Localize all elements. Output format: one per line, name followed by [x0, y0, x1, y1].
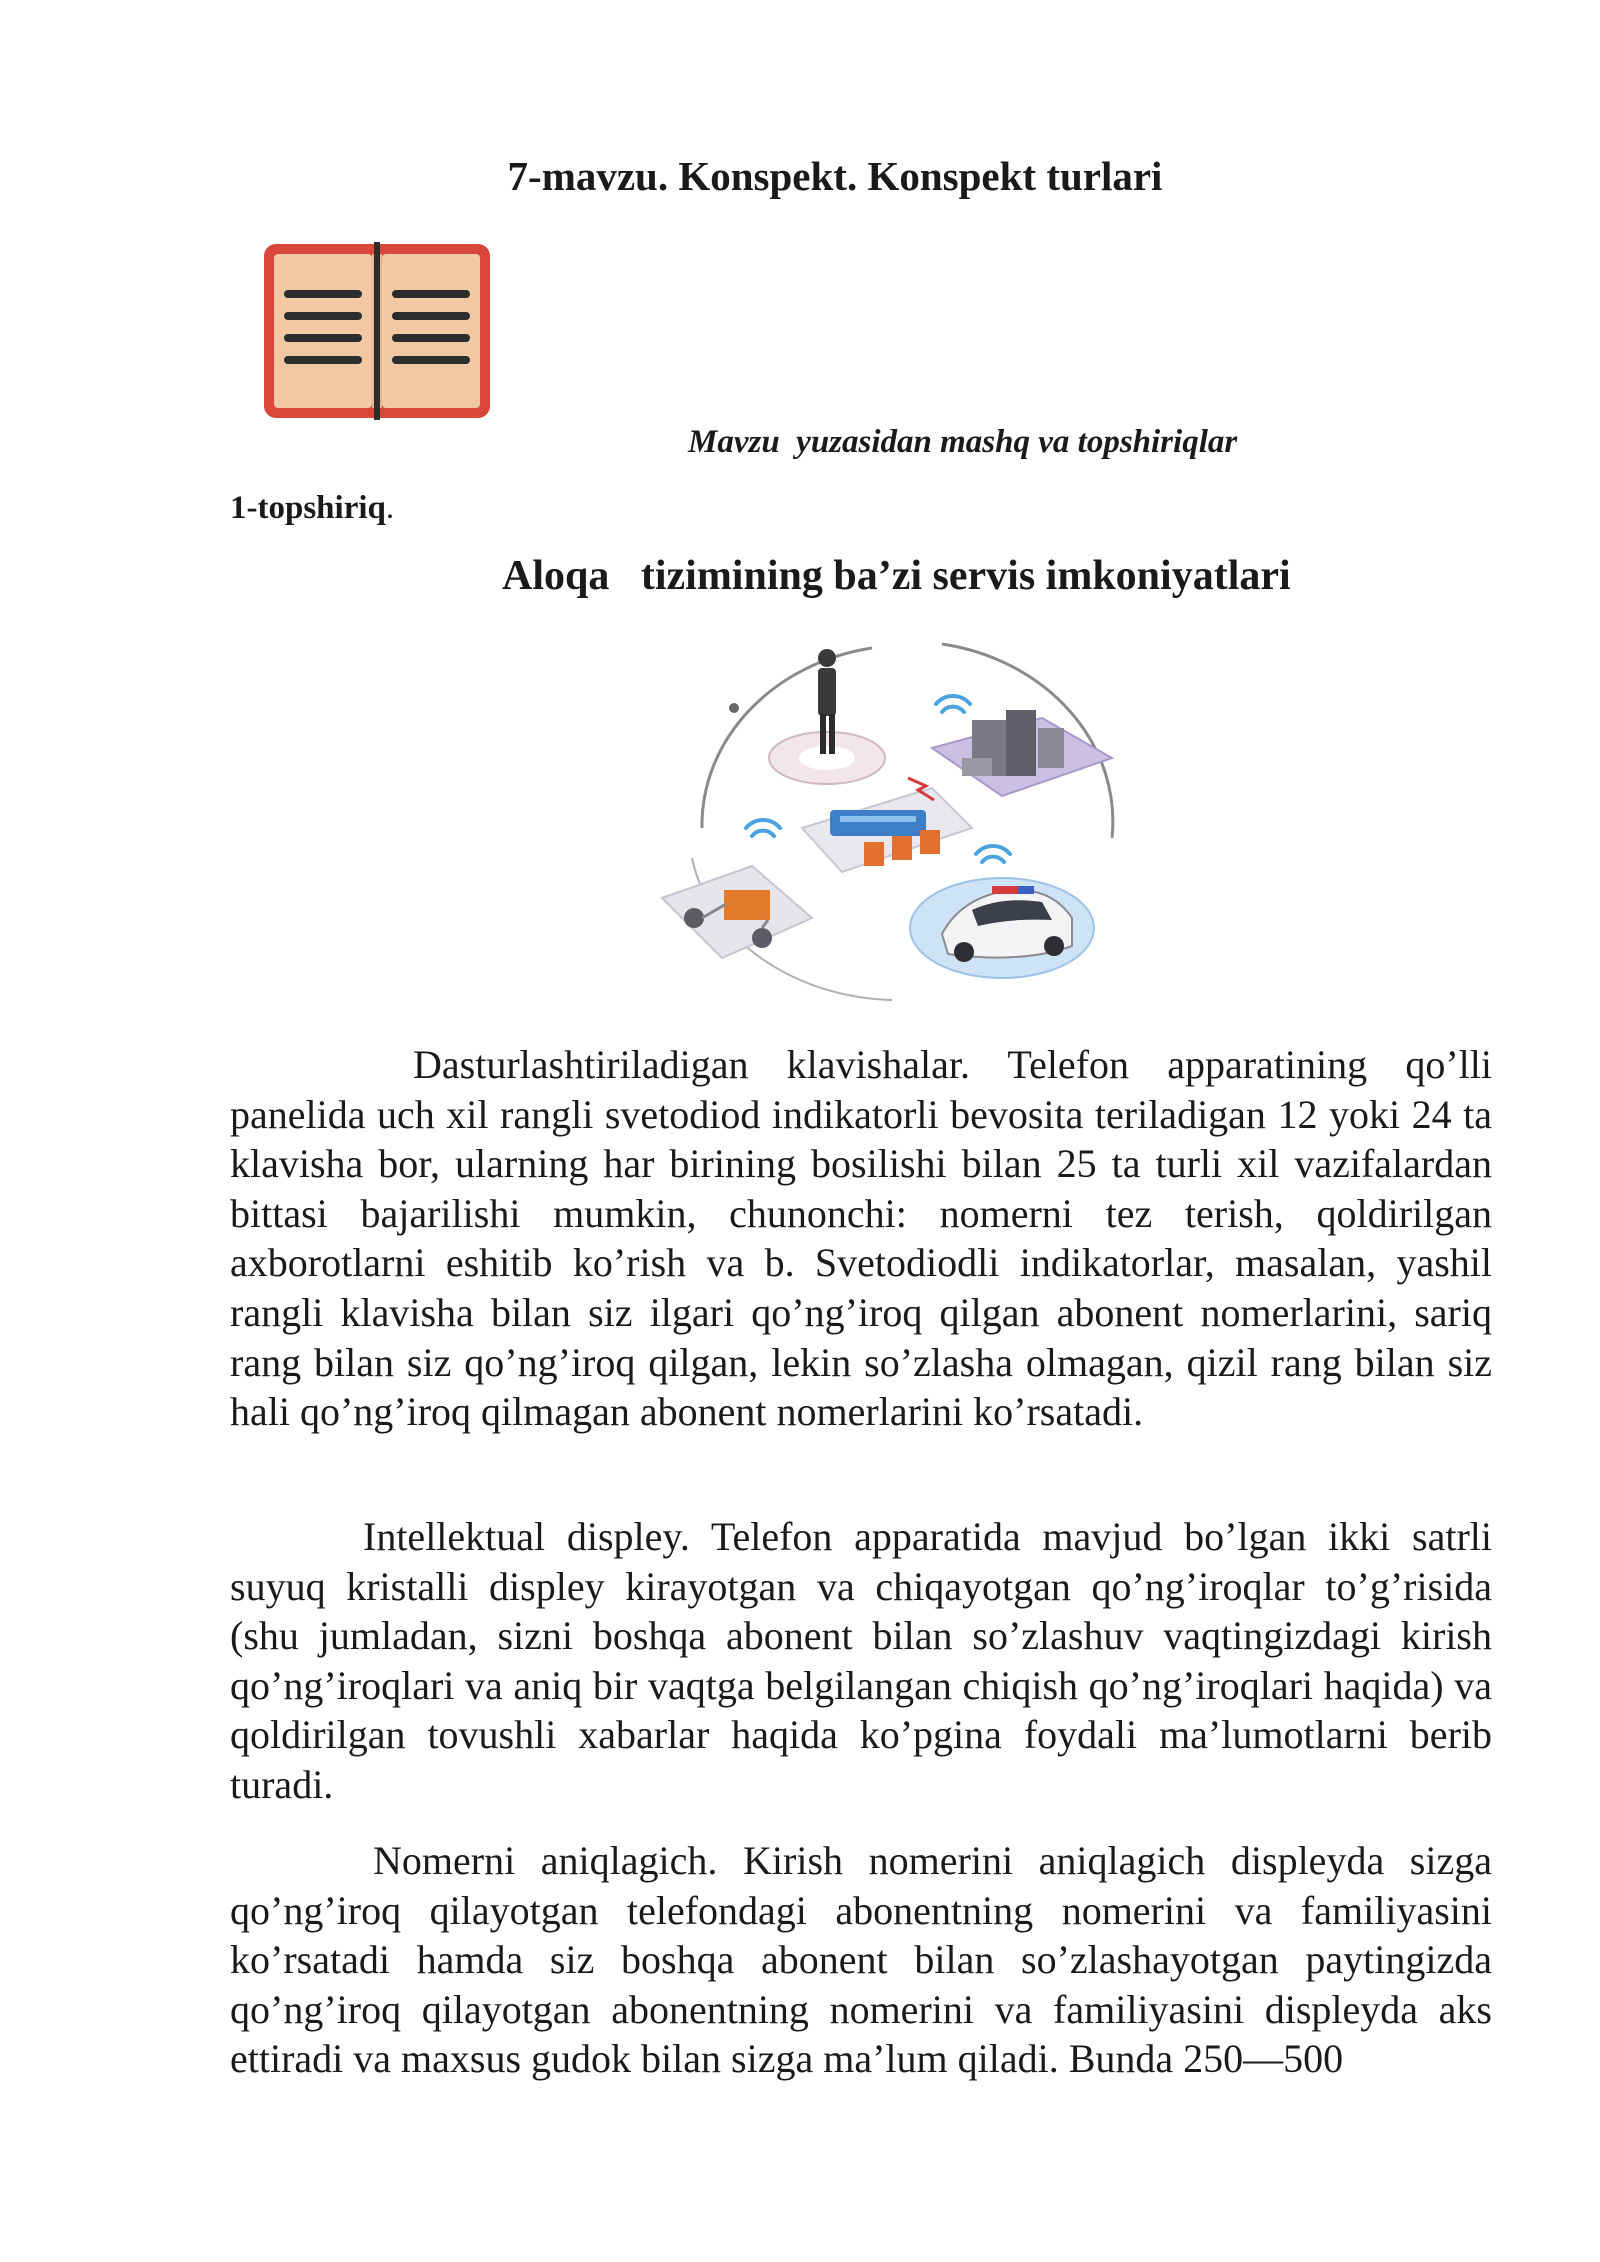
task-label — [230, 490, 394, 527]
task-number: 1-topshiriq — [230, 490, 386, 526]
paragraph-caller-id: Nomerni aniqlagich. Kirish nomerini aniqlagich displeyda sizga qo’ng’iroq qilayotgan telefondagi abonentning nomerini va familiyasini ko’rsatadi hamda siz boshqa abonent bilan so’zlashayotgan paytingizda qo’ng’iroq qilayotgan abonentning nomerini va familiyasini displeyda aks ettiradi va maxsus gudok bilan sizga ma’lum qiladi. Bunda 250—500 — [230, 1838, 1492, 2082]
task-label-suffix: . — [385, 490, 395, 526]
open-book-icon — [262, 242, 492, 420]
communication-system-illustration — [642, 628, 1172, 1012]
page-title: 7-mavzu. Konspekt. Konspekt turlari — [507, 153, 1163, 199]
exercise-subtitle: Mavzu yuzasidan mashq va topshiriqlar — [688, 424, 1238, 460]
section-title: Aloqa tizimining ba’zi servis imkoniyatlari — [502, 553, 1291, 599]
paragraph-intelligent-display: Intellektual displey. Telefon apparatida mavjud bo’lgan ikki satrli suyuq kristalli displey kirayotgan va chiqayotgan qo’ng’iroqlar to’g’risida (shu jumladan, sizni boshqa abonent bilan so’zlashuv vaqtingizdagi kirish qo’ng’iroqlari va aniq bir vaqtga belgilangan chiqish qo’ng’iroqlari haqida) va qoldirilgan tovushli xabarlar haqida ko’pgina foydali ma’lumotlarni berib turadi. — [230, 1514, 1492, 1807]
paragraph-programmable-keys: Dasturlashtiriladigan klavishalar. Telefon apparatining qo’lli panelida uch xil rangli svetodiod indikatorli bevosita teriladigan 12 yoki 24 ta klavisha bor, ularning har birining bosilishi bilan 25 ta turli xil vazifalardan bittasi bajarilishi mumkin, chunonchi: nomerni tez terish, qoldirilgan axborotlarni eshitib ko’rish va b. Svetodiodli indikatorlar, masalan, yashil rangli klavisha bilan siz ilgari qo’ng’iroq qilgan abonent nomerlarini, sariq rang bilan siz qo’ng’iroq qilgan, lekin so’zlasha olmagan, qizil rang bilan siz hali qo’ng’iroq qilmagan abonent nomerlarini ko’rsatadi. — [230, 1042, 1492, 1435]
